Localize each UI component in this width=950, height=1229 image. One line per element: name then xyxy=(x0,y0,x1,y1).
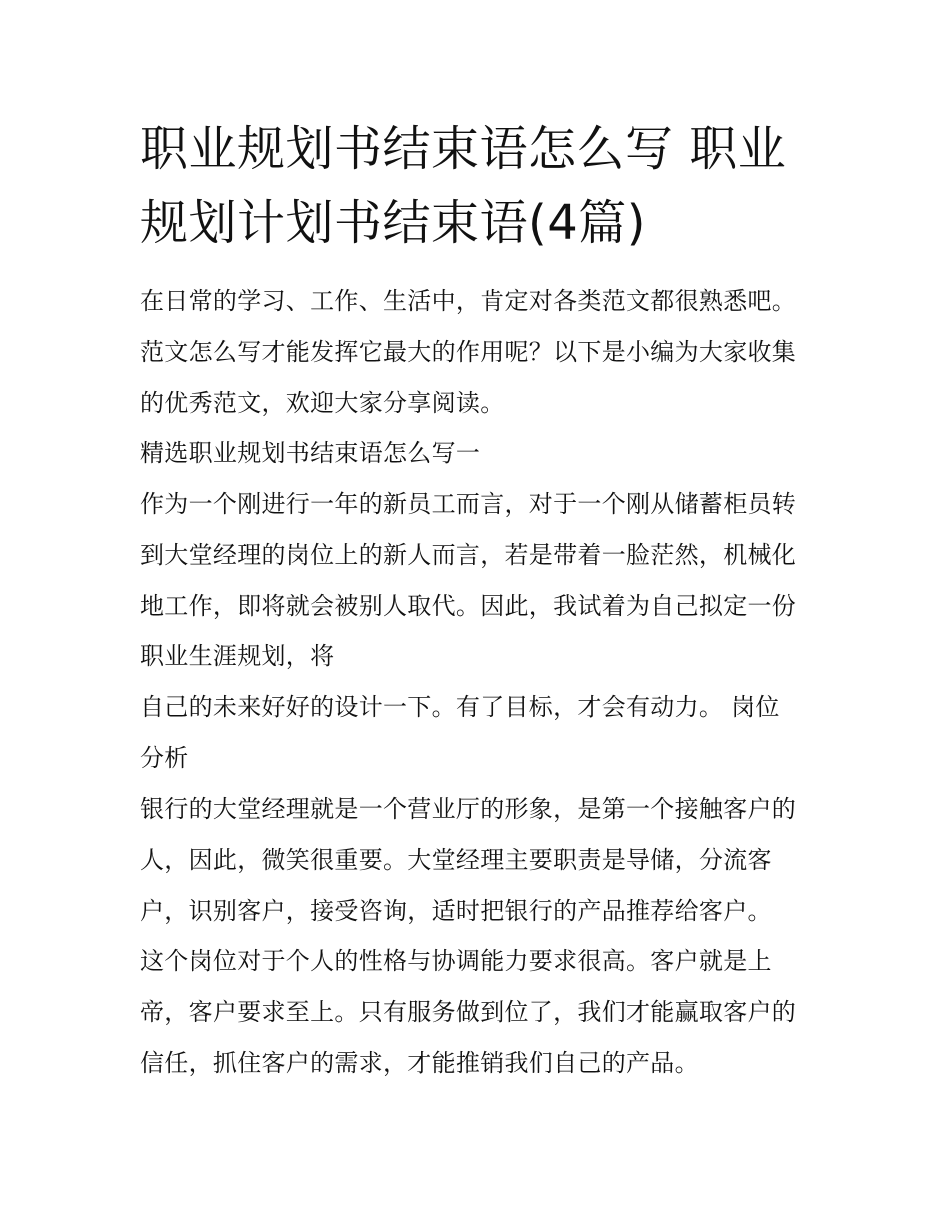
document-title: 职业规划书结束语怎么写 职业规划计划书结束语(4篇) xyxy=(140,121,787,251)
paragraph-line: 自己的未来好好的设计一下。有了目标，才会有动力。 岗位 xyxy=(140,693,780,721)
paragraph-line: 银行的大堂经理就是一个营业厅的形象，是第一个接触客户的 xyxy=(140,795,797,823)
paragraph-line: 地工作，即将就会被别人取代。因此，我试着为自己拟定一份 xyxy=(140,592,797,620)
paragraph-line: 帝，客户要求至上。只有服务做到位了，我们才能赢取客户的 xyxy=(140,998,797,1026)
paragraph-line: 分析 xyxy=(140,744,189,772)
paragraph-line: 信任，抓住客户的需求，才能推销我们自己的产品。 xyxy=(140,1049,699,1077)
paragraph-line: 的优秀范文，欢迎大家分享阅读。 xyxy=(140,389,505,417)
paragraph-line: 人，因此，微笑很重要。大堂经理主要职责是导储，分流客 xyxy=(140,846,772,874)
paragraph-line: 这个岗位对于个人的性格与协调能力要求很高。客户就是上 xyxy=(140,947,772,975)
paragraph-line: 在日常的学习、工作、生活中，肯定对各类范文都很熟悉吧。 xyxy=(140,287,797,315)
paragraph-line: 户，识别客户，接受咨询，适时把银行的产品推荐给客户。 xyxy=(140,897,772,925)
paragraph-line: 范文怎么写才能发挥它最大的作用呢？以下是小编为大家收集 xyxy=(140,338,797,366)
paragraph-line: 职业生涯规划，将 xyxy=(140,642,335,670)
paragraph-line: 作为一个刚进行一年的新员工而言，对于一个刚从储蓄柜员转 xyxy=(140,490,797,518)
section-heading: 精选职业规划书结束语怎么写一 xyxy=(140,439,481,467)
paragraph-line: 到大堂经理的岗位上的新人而言，若是带着一脸茫然，机械化 xyxy=(140,541,797,569)
